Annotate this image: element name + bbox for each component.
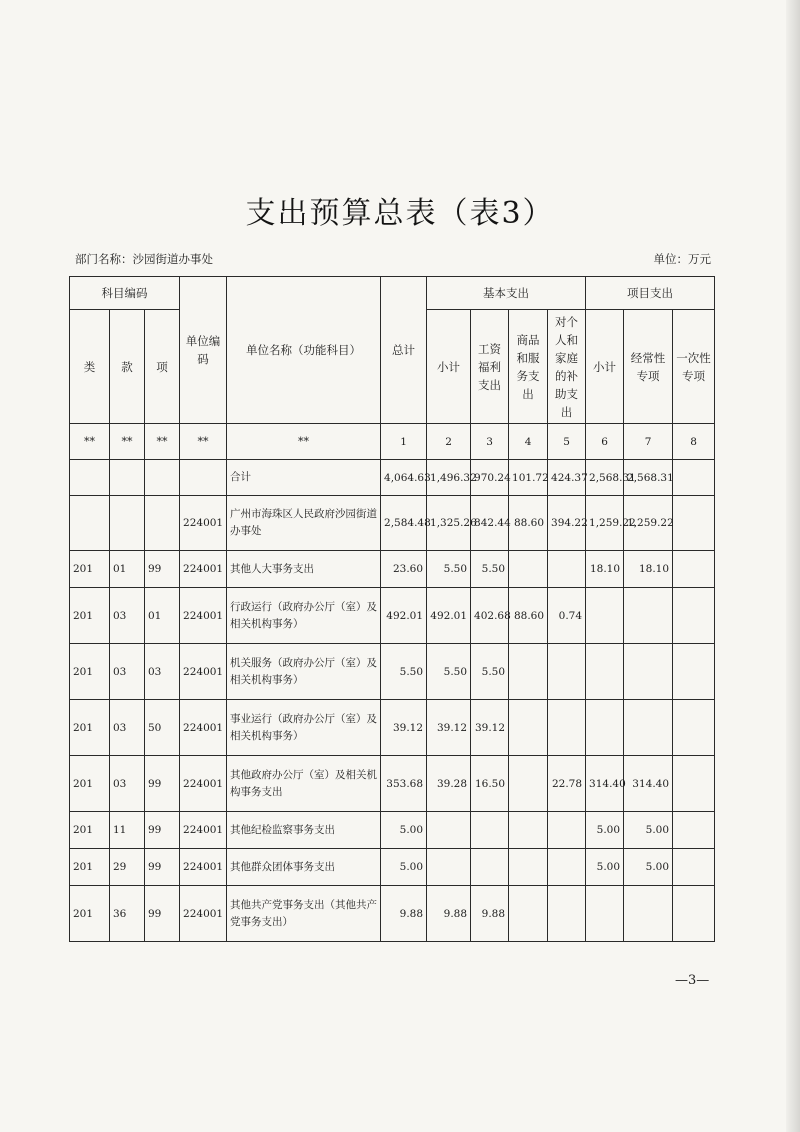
onetime-special-header: 一次性专项: [673, 310, 715, 424]
unit-code-cell: 224001: [180, 886, 227, 942]
onetime-special-cell: [673, 700, 715, 756]
unit-name-cell: 行政运行（政府办公厅（室）及相关机构事务）: [227, 588, 381, 644]
index-cell: 8: [673, 424, 715, 460]
xiang-cell: 99: [145, 756, 180, 812]
household-subsidy-cell: [548, 700, 586, 756]
total-cell: 2,584.48: [381, 496, 427, 551]
lei-cell: 201: [70, 886, 110, 942]
index-cell: 3: [471, 424, 509, 460]
table-row: [70, 812, 715, 849]
goods-services-cell: [509, 849, 548, 886]
table-row: [70, 496, 715, 551]
page-edge-shadow: [786, 0, 800, 1132]
regular-special-cell: 2,568.31: [624, 460, 673, 496]
unit-name-cell: 广州市海珠区人民政府沙园街道办事处: [227, 496, 381, 551]
goods-services-cell: 101.72: [509, 460, 548, 496]
unit-name-cell: 机关服务（政府办公厅（室）及相关机构事务）: [227, 644, 381, 700]
lei-cell: 201: [70, 700, 110, 756]
regular-special-cell: 5.00: [624, 849, 673, 886]
lei-cell: 201: [70, 756, 110, 812]
total-cell: 39.12: [381, 700, 427, 756]
regular-special-cell: 1,259.22: [624, 496, 673, 551]
basic-subtotal-cell: 39.28: [427, 756, 471, 812]
project-subtotal-cell: 314.40: [586, 756, 624, 812]
kuan-cell: 03: [110, 756, 145, 812]
project-subtotal-cell: [586, 700, 624, 756]
table-row: [70, 551, 715, 588]
household-subsidy-cell: [548, 886, 586, 942]
lei-cell: 201: [70, 812, 110, 849]
header-row-1: [70, 277, 715, 310]
lei-cell: [70, 460, 110, 496]
onetime-special-cell: [673, 849, 715, 886]
unit-code-cell: [180, 460, 227, 496]
salary-cell: 16.50: [471, 756, 509, 812]
onetime-special-cell: [673, 551, 715, 588]
expenditure-budget-table: [69, 276, 715, 942]
kuan-cell: [110, 496, 145, 551]
unit-code-cell: 224001: [180, 849, 227, 886]
household-subsidy-cell: [548, 551, 586, 588]
unit-code-cell: 224001: [180, 588, 227, 644]
unit-name-cell: 其他共产党事务支出（其他共产党事务支出）: [227, 886, 381, 942]
lei-cell: 201: [70, 644, 110, 700]
goods-services-cell: [509, 756, 548, 812]
unit-name-header: 单位名称（功能科目）: [227, 277, 381, 424]
salary-cell: 402.68: [471, 588, 509, 644]
unit-code-header: 单位编码: [180, 277, 227, 424]
onetime-special-cell: [673, 644, 715, 700]
basic-subtotal-header: 小计: [427, 310, 471, 424]
basic-subtotal-cell: 492.01: [427, 588, 471, 644]
onetime-special-cell: [673, 460, 715, 496]
xiang-header: 项: [145, 310, 180, 424]
xiang-cell: 99: [145, 849, 180, 886]
total-cell: 492.01: [381, 588, 427, 644]
total-cell: 5.00: [381, 812, 427, 849]
salary-cell: 39.12: [471, 700, 509, 756]
table-row: [70, 644, 715, 700]
kuan-cell: 11: [110, 812, 145, 849]
household-subsidy-header: 对个人和家庭的补助支出: [548, 310, 586, 424]
index-cell: 7: [624, 424, 673, 460]
total-header: 总计: [381, 277, 427, 424]
table-row: [70, 588, 715, 644]
basic-expenditure-header: 基本支出: [427, 277, 586, 310]
unit-name-cell: 其他政府办公厅（室）及相关机构事务支出: [227, 756, 381, 812]
salary-cell: [471, 812, 509, 849]
basic-subtotal-cell: [427, 849, 471, 886]
goods-services-cell: 88.60: [509, 588, 548, 644]
index-row: [70, 424, 715, 460]
department-label: 部门名称：沙园街道办事处: [75, 252, 213, 266]
onetime-special-cell: [673, 812, 715, 849]
total-cell: 4,064.63: [381, 460, 427, 496]
unit-name-cell: 其他纪检监察事务支出: [227, 812, 381, 849]
salary-cell: 5.50: [471, 551, 509, 588]
onetime-special-cell: [673, 588, 715, 644]
unit-name-cell: 其他人大事务支出: [227, 551, 381, 588]
goods-services-cell: [509, 644, 548, 700]
project-subtotal-header: 小计: [586, 310, 624, 424]
kuan-cell: 03: [110, 700, 145, 756]
regular-special-cell: [624, 588, 673, 644]
regular-special-cell: 314.40: [624, 756, 673, 812]
project-subtotal-cell: [586, 588, 624, 644]
household-subsidy-cell: 424.37: [548, 460, 586, 496]
regular-special-cell: 5.00: [624, 812, 673, 849]
onetime-special-cell: [673, 496, 715, 551]
xiang-cell: 50: [145, 700, 180, 756]
basic-subtotal-cell: 39.12: [427, 700, 471, 756]
regular-special-cell: [624, 700, 673, 756]
xiang-cell: [145, 496, 180, 551]
xiang-cell: 99: [145, 551, 180, 588]
salary-cell: 9.88: [471, 886, 509, 942]
basic-subtotal-cell: 5.50: [427, 644, 471, 700]
project-subtotal-cell: 5.00: [586, 849, 624, 886]
total-cell: 23.60: [381, 551, 427, 588]
kuan-cell: 03: [110, 644, 145, 700]
index-cell: **: [180, 424, 227, 460]
regular-special-cell: [624, 644, 673, 700]
index-cell: 2: [427, 424, 471, 460]
regular-special-cell: 18.10: [624, 551, 673, 588]
lei-cell: 201: [70, 551, 110, 588]
lei-cell: 201: [70, 849, 110, 886]
unit-label: 单位：万元: [653, 252, 711, 266]
table-row: [70, 460, 715, 496]
total-cell: 5.50: [381, 644, 427, 700]
goods-services-cell: [509, 886, 548, 942]
total-cell: 5.00: [381, 849, 427, 886]
xiang-cell: 99: [145, 812, 180, 849]
subject-code-header: 科目编码: [70, 277, 180, 310]
household-subsidy-cell: [548, 812, 586, 849]
table-body: [70, 277, 715, 942]
total-cell: 9.88: [381, 886, 427, 942]
xiang-cell: 99: [145, 886, 180, 942]
table-row: [70, 886, 715, 942]
table-row: [70, 700, 715, 756]
basic-subtotal-cell: 5.50: [427, 551, 471, 588]
salary-cell: 5.50: [471, 644, 509, 700]
salary-cell: 842.44: [471, 496, 509, 551]
project-subtotal-cell: 1,259.22: [586, 496, 624, 551]
kuan-cell: 29: [110, 849, 145, 886]
household-subsidy-cell: 22.78: [548, 756, 586, 812]
unit-code-cell: 224001: [180, 551, 227, 588]
unit-code-cell: 224001: [180, 812, 227, 849]
unit-name-cell: 事业运行（政府办公厅（室）及相关机构事务）: [227, 700, 381, 756]
project-subtotal-cell: 5.00: [586, 812, 624, 849]
onetime-special-cell: [673, 886, 715, 942]
xiang-cell: [145, 460, 180, 496]
project-subtotal-cell: [586, 886, 624, 942]
household-subsidy-cell: [548, 849, 586, 886]
index-cell: 4: [509, 424, 548, 460]
lei-cell: [70, 496, 110, 551]
index-cell: 1: [381, 424, 427, 460]
project-subtotal-cell: 2,568.31: [586, 460, 624, 496]
household-subsidy-cell: 394.22: [548, 496, 586, 551]
regular-special-cell: [624, 886, 673, 942]
basic-subtotal-cell: [427, 812, 471, 849]
project-subtotal-cell: [586, 644, 624, 700]
salary-cell: 970.24: [471, 460, 509, 496]
onetime-special-cell: [673, 756, 715, 812]
unit-code-cell: 224001: [180, 700, 227, 756]
index-cell: 6: [586, 424, 624, 460]
table-row: [70, 756, 715, 812]
salary-cell: [471, 849, 509, 886]
unit-name-cell: 合计: [227, 460, 381, 496]
page-number: —3—: [675, 973, 710, 988]
salary-header: 工资福利支出: [471, 310, 509, 424]
project-expenditure-header: 项目支出: [586, 277, 715, 310]
index-cell: **: [145, 424, 180, 460]
goods-services-cell: [509, 700, 548, 756]
goods-services-cell: [509, 812, 548, 849]
table-row: [70, 849, 715, 886]
goods-services-cell: [509, 551, 548, 588]
index-cell: 5: [548, 424, 586, 460]
index-cell: **: [70, 424, 110, 460]
kuan-cell: 03: [110, 588, 145, 644]
basic-subtotal-cell: 1,496.32: [427, 460, 471, 496]
goods-services-header: 商品和服务支出: [509, 310, 548, 424]
unit-code-cell: 224001: [180, 496, 227, 551]
project-subtotal-cell: 18.10: [586, 551, 624, 588]
goods-services-cell: 88.60: [509, 496, 548, 551]
xiang-cell: 03: [145, 644, 180, 700]
page-title: 支出预算总表（表3）: [245, 196, 555, 231]
total-cell: 353.68: [381, 756, 427, 812]
unit-name-cell: 其他群众团体事务支出: [227, 849, 381, 886]
regular-special-header: 经常性专项: [624, 310, 673, 424]
household-subsidy-cell: [548, 644, 586, 700]
unit-code-cell: 224001: [180, 644, 227, 700]
basic-subtotal-cell: 1,325.26: [427, 496, 471, 551]
kuan-cell: 01: [110, 551, 145, 588]
xiang-cell: 01: [145, 588, 180, 644]
lei-header: 类: [70, 310, 110, 424]
index-cell: **: [110, 424, 145, 460]
lei-cell: 201: [70, 588, 110, 644]
unit-code-cell: 224001: [180, 756, 227, 812]
kuan-cell: [110, 460, 145, 496]
index-cell: **: [227, 424, 381, 460]
household-subsidy-cell: 0.74: [548, 588, 586, 644]
kuan-header: 款: [110, 310, 145, 424]
basic-subtotal-cell: 9.88: [427, 886, 471, 942]
kuan-cell: 36: [110, 886, 145, 942]
